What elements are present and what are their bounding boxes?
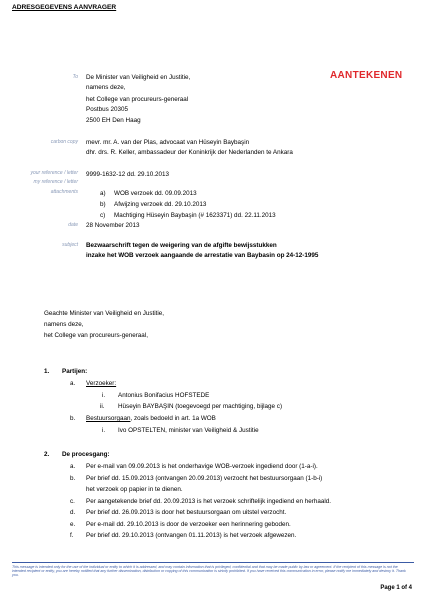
list-marker: i. <box>102 427 106 434</box>
cc-line: mevr. mr. A. van der Plas, advocaat van Hüseyin Baybaşin <box>86 139 250 146</box>
date-label: date <box>68 222 78 228</box>
subject-line: inzake het WOB verzoek aangaande de arrestatie van Baybasin op 24-12-1995 <box>86 252 319 259</box>
party-item: Ivo OPSTELTEN, minister van Veiligheid & Justitie <box>118 427 259 434</box>
subject-line: Bezwaarschrift tegen de weigering van de afgifte bewijsstukken <box>86 242 277 249</box>
list-marker: b. <box>70 475 76 482</box>
attachment-item: Machtiging Hüseyin Baybaşin (# 1623371) dd. 22.11.2013 <box>114 212 276 219</box>
procedure-item: Per brief dd. 15.09.2013 (ontvangen 20.09.2013) verzocht het bestuursorgaan (1-b-i) <box>86 475 323 482</box>
address-line: het College van procureurs-generaal <box>86 96 189 103</box>
list-marker: b. <box>70 415 76 422</box>
cc-line: dhr. drs. R. Keller, ambassadeur der Koninkrijk der Nederlanden te Ankara <box>86 149 293 156</box>
procedure-item: Per aangetekende brief dd. 20.09.2013 is het verzoek schriftelijk ingediend en herhaald. <box>86 498 332 505</box>
section-number: 2. <box>44 451 50 458</box>
confidentiality-disclaimer: This message is intended only for the use of the individual or entity to which it is addressed, and may contain information that is privileged, confidential and that may be made public by law or agreement. If the recipient of this message is not the intended recipient or entity, you are hereby notified that any further dissemination, distribution or copying of this communication is strictly prohibited. If you have received this communication in error, please notify me immediately and destroy it. Thank you. <box>12 565 406 578</box>
sender-header: ADRESGEGEVENS AANVRAGER <box>12 4 117 11</box>
page-number: Page 1 of 4 <box>380 585 412 591</box>
attachments-label: attachments <box>50 189 78 195</box>
list-marker: f. <box>70 532 74 539</box>
party-heading-authority <box>86 415 216 422</box>
attachment-marker: c) <box>100 212 106 219</box>
reference-value: 9999-1632-12 dd. 29.10.2013 <box>86 171 169 178</box>
salutation-line: Geachte Minister van Veiligheid en Justitie, <box>44 310 165 317</box>
list-marker: d. <box>70 509 76 516</box>
procedure-item: Per brief dd. 29.10.2013 (ontvangen 01.11.2013) is het verzoek afgewezen. <box>86 532 297 539</box>
list-marker: e. <box>70 521 76 528</box>
list-marker: a. <box>70 380 76 387</box>
footer-divider <box>12 562 414 563</box>
salutation-line: het College van procureurs-generaal, <box>44 332 148 339</box>
section-title-procesgang: De procesgang: <box>62 451 110 458</box>
my-reference-label: my reference / letter <box>33 179 78 185</box>
party-item: Hüseyin BAYBAŞIN (toegevoegd per machtiging, bijlage c) <box>118 403 283 410</box>
procedure-item-continued: het verzoek op papier in te dienen. <box>86 486 183 493</box>
section-number: 1. <box>44 368 50 375</box>
address-line: namens deze, <box>86 84 126 91</box>
list-marker: c. <box>70 498 75 505</box>
attachment-item: Afwijzing verzoek dd. 29.10.2013 <box>114 201 207 208</box>
procedure-item: Per e-mail dd. 29.10.2013 is door de verzoeker een herinnering geboden. <box>86 521 291 528</box>
party-item: Antonius Bonifacius HOFSTEDE <box>118 392 210 399</box>
your-reference-label: your reference / letter <box>30 170 78 176</box>
address-line: 2500 EH Den Haag <box>86 117 141 124</box>
registered-mail-stamp: AANTEKENEN <box>330 70 403 81</box>
party-heading-requester: Verzoeker: <box>86 380 117 387</box>
letter-date: 28 November 2013 <box>86 222 140 229</box>
cc-label: carbon copy <box>50 139 78 145</box>
list-marker: a. <box>70 463 76 470</box>
subject-label: subject <box>62 242 78 248</box>
address-line: Postbus 20305 <box>86 106 129 113</box>
attachment-item: WOB verzoek dd. 09.09.2013 <box>114 190 197 197</box>
procedure-item: Per brief dd. 26.09.2013 is door het bestuursorgaan om uitstel verzocht. <box>86 509 287 516</box>
section-title-partijen: Partijen: <box>62 368 88 375</box>
attachment-marker: b) <box>100 201 106 208</box>
salutation-line: namens deze, <box>44 321 84 328</box>
to-label: To <box>72 74 78 80</box>
attachment-marker: a) <box>100 190 106 197</box>
address-line: De Minister van Veiligheid en Justitie, <box>86 74 191 81</box>
list-marker: i. <box>102 392 106 399</box>
list-marker: ii. <box>100 403 105 410</box>
authority-label: Bestuursorgaan <box>86 415 131 422</box>
authority-description: , zoals bedoeld in art. 1a WOB <box>130 415 216 422</box>
procedure-item: Per e-mail van 09.09.2013 is het onderhavige WOB-verzoek ingediend door (1-a-i). <box>86 463 318 470</box>
